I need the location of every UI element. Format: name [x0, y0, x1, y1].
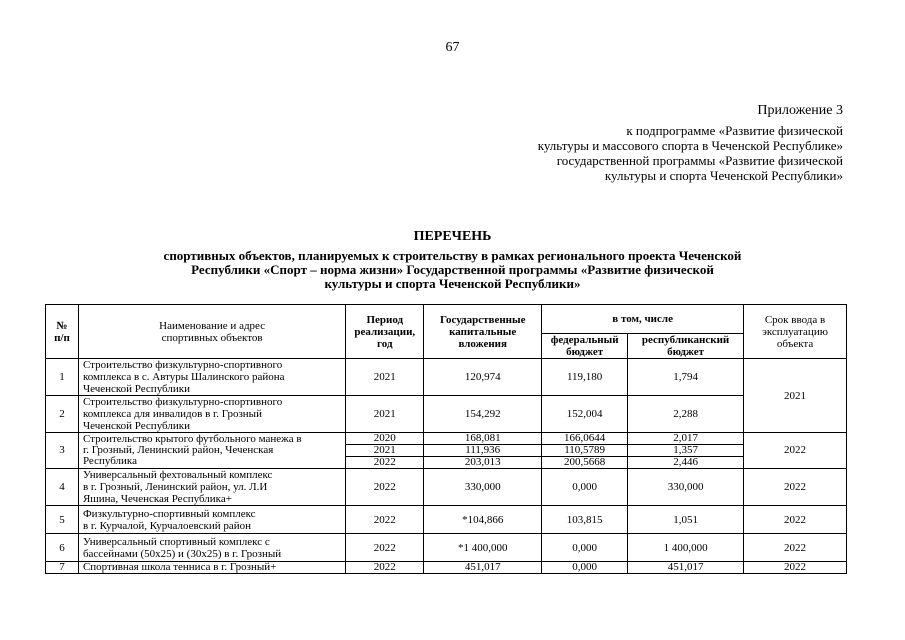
document-subtitle: [110, 249, 795, 291]
row-num: 1: [46, 359, 79, 396]
row-name: Спортивная школа тенниса в г. Грозный+: [78, 562, 345, 574]
row-investment: 203,013: [424, 457, 542, 469]
row-federal: 0,000: [542, 469, 628, 506]
row-investment: 330,000: [424, 469, 542, 506]
row-period: 2021: [346, 445, 424, 457]
appendix-line: культуры и спорта Чеченской Республики»: [604, 168, 843, 183]
header-republic: республиканский бюджет: [628, 334, 744, 359]
row-investment: 120,974: [424, 359, 542, 396]
row-republic: 451,017: [628, 562, 744, 574]
row-federal: 0,000: [542, 562, 628, 574]
row-republic: 1,357: [628, 445, 744, 457]
row-commissioning: 2022: [744, 506, 847, 534]
appendix-line: государственной программы «Развитие физической: [556, 153, 843, 168]
row-commissioning: 2022: [744, 433, 847, 469]
row-period: 2022: [346, 562, 424, 574]
row-federal: 152,004: [542, 396, 628, 433]
row-republic: 1 400,000: [628, 534, 744, 562]
row-name: Физкультурно-спортивный комплекс в г. Курчалой, Курчалоевский район: [78, 506, 345, 534]
subtitle-line: спортивных объектов, планируемых к строительству в рамках регионального проекта Чеченской: [163, 248, 742, 263]
header-commissioning: Срок ввода в эксплуатацию объекта: [744, 305, 847, 359]
row-num: 7: [46, 562, 79, 574]
appendix-line: культуры и массового спорта в Чеченской Республике»: [537, 138, 843, 153]
table-row: [46, 469, 847, 506]
page-number: 67: [445, 40, 460, 55]
row-name: Универсальный спортивный комплекс с бассейнами (50x25) и (30x25) в г. Грозный: [78, 534, 345, 562]
header-including: в том, числе: [542, 305, 744, 334]
row-republic: 1,794: [628, 359, 744, 396]
row-commissioning: 2021: [744, 359, 847, 433]
appendix-line: к подпрограмме «Развитие физической: [626, 123, 843, 138]
header-name: Наименование и адрес спортивных объектов: [78, 305, 345, 359]
table-row: [46, 534, 847, 562]
subtitle-line: культуры и спорта Чеченской Республики»: [324, 276, 581, 291]
row-num: 2: [46, 396, 79, 433]
row-num: 4: [46, 469, 79, 506]
row-period: 2022: [346, 534, 424, 562]
header-num: № п/п: [46, 305, 79, 359]
row-republic: 2,017: [628, 433, 744, 445]
table-row: [46, 506, 847, 534]
row-investment: *104,866: [424, 506, 542, 534]
table-row: [46, 433, 847, 445]
row-federal: 103,815: [542, 506, 628, 534]
row-num: 3: [46, 433, 79, 469]
row-investment: 451,017: [424, 562, 542, 574]
sports-facilities-table: [45, 304, 847, 574]
row-republic: 1,051: [628, 506, 744, 534]
row-period: 2021: [346, 359, 424, 396]
row-name: Универсальный фехтовальный комплекс в г. Грозный, Ленинский район, ул. Л.И Яшина, Чеченская Республика+: [78, 469, 345, 506]
row-period: 2021: [346, 396, 424, 433]
header-federal: федеральный бюджет: [542, 334, 628, 359]
subtitle-line: Республики «Спорт – норма жизни» Государственной программы «Развитие физической: [191, 262, 714, 277]
row-period: 2022: [346, 457, 424, 469]
row-investment: *1 400,000: [424, 534, 542, 562]
row-federal: 119,180: [542, 359, 628, 396]
row-federal: 200,5668: [542, 457, 628, 469]
document-heading: ПЕРЕЧЕНЬ: [413, 229, 492, 244]
appendix-title: Приложение 3: [757, 103, 843, 118]
header-investment: Государственные капитальные вложения: [424, 305, 542, 359]
table-row: [46, 562, 847, 574]
row-republic: 330,000: [628, 469, 744, 506]
row-federal: 110,5789: [542, 445, 628, 457]
row-investment: 168,081: [424, 433, 542, 445]
row-period: 2022: [346, 469, 424, 506]
row-period: 2020: [346, 433, 424, 445]
row-federal: 0,000: [542, 534, 628, 562]
row-commissioning: 2022: [744, 469, 847, 506]
row-commissioning: 2022: [744, 562, 847, 574]
row-name: Строительство физкультурно-спортивного комплекса в с. Автуры Шалинского района Чеченской Республики: [78, 359, 345, 396]
appendix-reference: [538, 123, 843, 183]
row-num: 5: [46, 506, 79, 534]
row-republic: 2,288: [628, 396, 744, 433]
row-name: Строительство крытого футбольного манежа в г. Грозный, Ленинский район, Чеченская Республика: [78, 433, 345, 469]
row-investment: 154,292: [424, 396, 542, 433]
row-republic: 2,446: [628, 457, 744, 469]
table-row: [46, 396, 847, 433]
row-investment: 111,936: [424, 445, 542, 457]
header-period: Период реализации, год: [346, 305, 424, 359]
table-row: [46, 359, 847, 396]
row-period: 2022: [346, 506, 424, 534]
row-federal: 166,0644: [542, 433, 628, 445]
row-num: 6: [46, 534, 79, 562]
row-commissioning: 2022: [744, 534, 847, 562]
row-name: Строительство физкультурно-спортивного комплекса для инвалидов в г. Грозный Чеченской Республики: [78, 396, 345, 433]
